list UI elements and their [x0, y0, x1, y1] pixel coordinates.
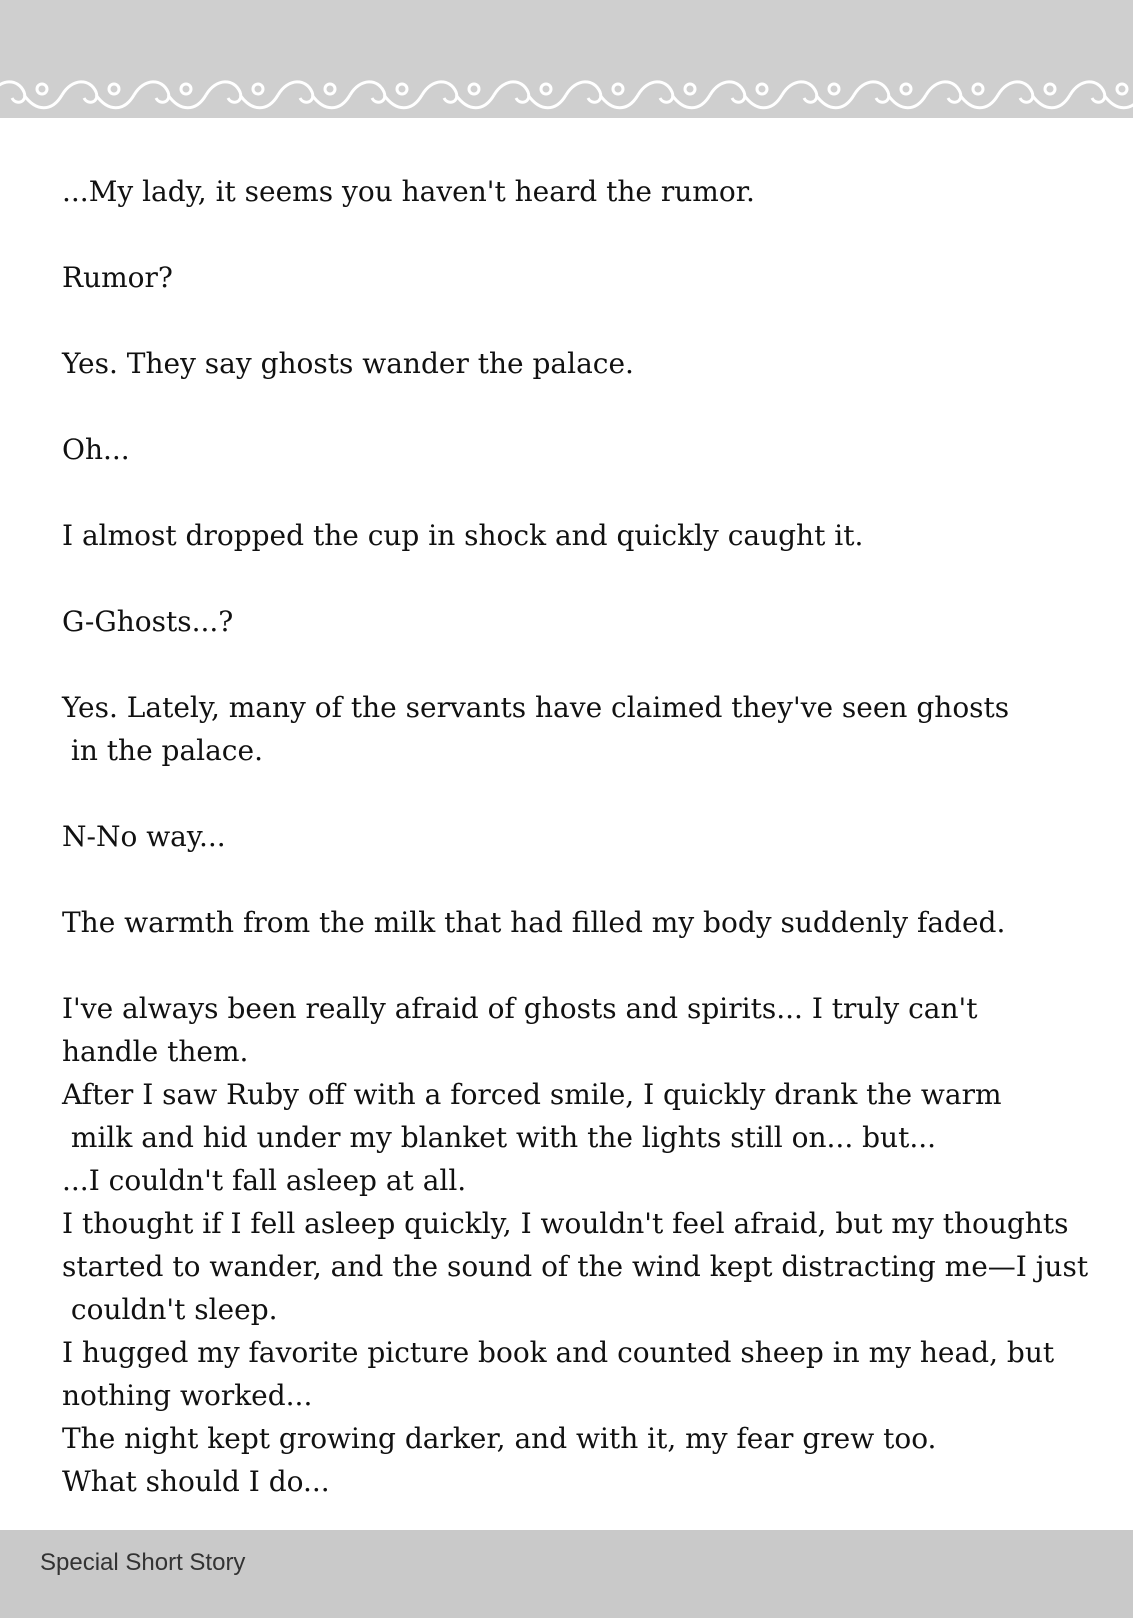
scroll-curl: [494, 82, 566, 108]
scroll-dot: [1117, 84, 1127, 94]
text-line: Oh...: [62, 433, 130, 466]
paragraph-gap: [62, 944, 1072, 987]
text-line: Yes. They say ghosts wander the palace.: [62, 347, 634, 380]
scroll-dot: [829, 84, 839, 94]
text-line: milk and hid under my blanket with the lights still on... but...: [62, 1121, 937, 1154]
text-line: G-Ghosts...?: [62, 605, 234, 638]
paragraph-gap: [62, 471, 1072, 514]
text-line: I've always been really afraid of ghosts and spirits... I truly can't: [62, 992, 978, 1025]
text-line: nothing worked...: [62, 1379, 313, 1412]
scroll-curl: [422, 82, 494, 108]
page-header: [0, 0, 1133, 118]
text-line: The night kept growing darker, and with it, my fear grew too.: [62, 1422, 937, 1455]
text-line: couldn't sleep.: [62, 1293, 278, 1326]
footer-label: Special Short Story: [40, 1549, 246, 1576]
scroll-dot: [397, 84, 407, 94]
scroll-curl: [350, 82, 422, 108]
scroll-curl: [782, 82, 854, 108]
text-line: in the palace.: [62, 734, 263, 767]
paragraph-gap: [62, 858, 1072, 901]
paragraph-gap: [62, 213, 1072, 256]
scroll-dot: [325, 84, 335, 94]
scroll-ornament-border: [0, 72, 1133, 118]
paragraph-gap: [62, 772, 1072, 815]
text-line: What should I do...: [62, 1465, 330, 1498]
text-line: After I saw Ruby off with a forced smile, I quickly drank the warm: [62, 1078, 1002, 1111]
text-line: Rumor?: [62, 261, 173, 294]
scroll-dot: [685, 84, 695, 94]
scroll-curl: [278, 82, 350, 108]
scroll-dot: [469, 84, 479, 94]
scroll-dot: [181, 84, 191, 94]
scroll-dot: [253, 84, 263, 94]
text-line: I almost dropped the cup in shock and quickly caught it.: [62, 519, 864, 552]
text-line: ...My lady, it seems you haven't heard the rumor.: [62, 175, 755, 208]
text-line: started to wander, and the sound of the wind kept distracting me—I just: [62, 1250, 1089, 1283]
text-line: I thought if I fell asleep quickly, I wouldn't feel afraid, but my thoughts: [62, 1207, 1069, 1240]
scroll-dot: [541, 84, 551, 94]
scroll-dot: [901, 84, 911, 94]
paragraph-gap: [62, 557, 1072, 600]
scroll-curl: [998, 82, 1070, 108]
scroll-curl: [566, 82, 638, 108]
scroll-curl: [926, 82, 998, 108]
scroll-curl: [134, 82, 206, 108]
scroll-dot: [37, 84, 47, 94]
scroll-curl: [710, 82, 782, 108]
text-line: Yes. Lately, many of the servants have claimed they've seen ghosts: [62, 691, 1010, 724]
paragraph-gap: [62, 643, 1072, 686]
scroll-dot: [613, 84, 623, 94]
text-line: handle them.: [62, 1035, 249, 1068]
paragraph-gap: [62, 385, 1072, 428]
scroll-curl: [62, 82, 134, 108]
scroll-dot: [757, 84, 767, 94]
scroll-dot: [1045, 84, 1055, 94]
story-text: [62, 170, 1089, 1503]
text-line: N-No way...: [62, 820, 226, 853]
scroll-dot: [109, 84, 119, 94]
text-line: The warmth from the milk that had filled my body suddenly faded.: [62, 906, 1006, 939]
scroll-curl: [638, 82, 710, 108]
text-line: I hugged my favorite picture book and counted sheep in my head, but: [62, 1336, 1055, 1369]
scroll-curl: [854, 82, 926, 108]
scroll-curl: [0, 82, 62, 108]
text-line: ...I couldn't fall asleep at all.: [62, 1164, 467, 1197]
paragraph-gap: [62, 299, 1072, 342]
scroll-curl: [206, 82, 278, 108]
scroll-dot: [973, 84, 983, 94]
page-footer: [0, 1530, 1133, 1618]
